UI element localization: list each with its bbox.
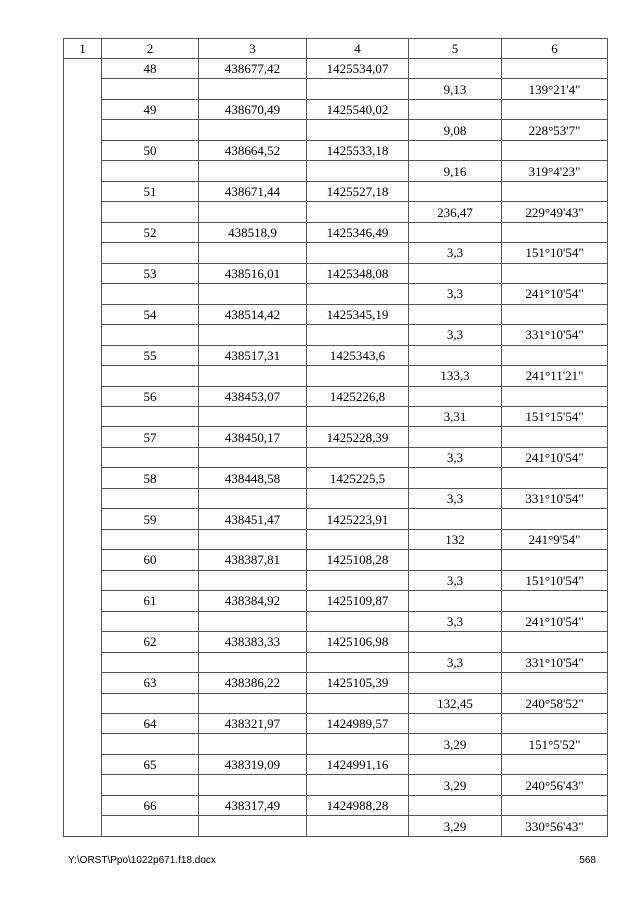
direction-angle-cell [502,99,608,119]
direction-angle-cell [502,427,608,447]
x-coordinate-cell: 438448,58 [199,468,307,488]
point-number-cell [102,816,199,836]
point-number-cell: 52 [102,222,199,242]
table-row [64,202,608,222]
point-number-cell [102,161,199,181]
point-number-cell: 57 [102,427,199,447]
point-number-cell [102,652,199,672]
length-cell: 3,29 [409,816,502,836]
table-row [64,754,608,774]
y-coordinate-cell: 1424991,16 [307,754,409,774]
y-coordinate-cell: 1425540,02 [307,99,409,119]
table-row [64,447,608,467]
point-number-cell [102,406,199,426]
table-row [64,652,608,672]
table-row [64,693,608,713]
x-coordinate-cell [199,120,307,140]
direction-angle-cell [502,386,608,406]
length-cell: 9,16 [409,161,502,181]
direction-angle-cell: 151°5'52" [502,734,608,754]
point-number-cell: 54 [102,304,199,324]
y-coordinate-cell [307,325,409,345]
direction-angle-cell: 229°49'43" [502,202,608,222]
y-coordinate-cell: 1425223,91 [307,509,409,529]
table-row [64,345,608,365]
coordinates-table [63,38,608,837]
x-coordinate-cell [199,652,307,672]
direction-angle-cell: 319°4'23" [502,161,608,181]
y-coordinate-cell: 1425225,5 [307,468,409,488]
direction-angle-cell [502,59,608,79]
length-cell [409,345,502,365]
length-cell [409,591,502,611]
direction-angle-cell [502,140,608,160]
length-cell: 9,13 [409,79,502,99]
header-row [64,39,608,59]
x-coordinate-cell [199,488,307,508]
table-row [64,181,608,201]
table-row [64,550,608,570]
direction-angle-cell: 241°10'54" [502,284,608,304]
x-coordinate-cell: 438670,49 [199,99,307,119]
x-coordinate-cell [199,366,307,386]
y-coordinate-cell: 1424989,57 [307,714,409,734]
x-coordinate-cell [199,325,307,345]
direction-angle-cell: 331°10'54" [502,652,608,672]
direction-angle-cell [502,304,608,324]
point-number-cell: 51 [102,181,199,201]
table-row [64,406,608,426]
x-coordinate-cell: 438317,49 [199,795,307,815]
y-coordinate-cell: 1425533,18 [307,140,409,160]
y-coordinate-cell [307,693,409,713]
point-number-cell: 56 [102,386,199,406]
direction-angle-cell: 139°21'4" [502,79,608,99]
y-coordinate-cell: 1425345,19 [307,304,409,324]
table-row [64,284,608,304]
direction-angle-cell: 330°56'43" [502,816,608,836]
y-coordinate-cell [307,570,409,590]
y-coordinate-cell [307,366,409,386]
x-coordinate-cell: 438383,33 [199,632,307,652]
direction-angle-cell: 151°10'54" [502,570,608,590]
column-header-4: 4 [307,39,409,59]
y-coordinate-cell: 1425534,07 [307,59,409,79]
length-cell [409,181,502,201]
length-cell [409,795,502,815]
point-number-cell: 66 [102,795,199,815]
y-coordinate-cell [307,447,409,467]
x-coordinate-cell [199,529,307,549]
point-number-cell [102,570,199,590]
direction-angle-cell [502,591,608,611]
direction-angle-cell [502,181,608,201]
length-cell: 9,08 [409,120,502,140]
table-row [64,386,608,406]
direction-angle-cell [502,714,608,734]
x-coordinate-cell [199,734,307,754]
y-coordinate-cell [307,529,409,549]
table-row [64,570,608,590]
y-coordinate-cell: 1425106,98 [307,632,409,652]
y-coordinate-cell: 1425346,49 [307,222,409,242]
y-coordinate-cell [307,120,409,140]
table-row [64,591,608,611]
x-coordinate-cell: 438386,22 [199,673,307,693]
table-row [64,304,608,324]
length-cell [409,754,502,774]
column-header-2: 2 [102,39,199,59]
table-row [64,816,608,836]
x-coordinate-cell: 438517,31 [199,345,307,365]
table-row [64,529,608,549]
direction-angle-cell [502,673,608,693]
point-number-cell: 53 [102,263,199,283]
direction-angle-cell [502,345,608,365]
table-row [64,99,608,119]
y-coordinate-cell [307,611,409,631]
y-coordinate-cell: 1425109,87 [307,591,409,611]
point-number-cell [102,243,199,263]
length-cell: 3,3 [409,488,502,508]
y-coordinate-cell [307,79,409,99]
y-coordinate-cell: 1425226,8 [307,386,409,406]
table-row [64,734,608,754]
length-cell [409,632,502,652]
length-cell: 3,3 [409,243,502,263]
length-cell [409,140,502,160]
direction-angle-cell [502,468,608,488]
y-coordinate-cell [307,243,409,263]
y-coordinate-cell [307,734,409,754]
point-number-cell [102,79,199,99]
y-coordinate-cell: 1424988,28 [307,795,409,815]
point-number-cell [102,202,199,222]
y-coordinate-cell: 1425527,18 [307,181,409,201]
column-header-5: 5 [409,39,502,59]
column-header-3: 3 [199,39,307,59]
point-number-cell [102,775,199,795]
table-row [64,140,608,160]
y-coordinate-cell [307,652,409,672]
length-cell [409,427,502,447]
x-coordinate-cell [199,611,307,631]
point-number-cell [102,693,199,713]
x-coordinate-cell: 438384,92 [199,591,307,611]
point-number-cell [102,611,199,631]
y-coordinate-cell: 1425228,39 [307,427,409,447]
table-row [64,243,608,263]
length-cell: 133,3 [409,366,502,386]
x-coordinate-cell [199,202,307,222]
length-cell [409,59,502,79]
x-coordinate-cell [199,447,307,467]
x-coordinate-cell: 438518,9 [199,222,307,242]
length-cell [409,673,502,693]
x-coordinate-cell [199,816,307,836]
x-coordinate-cell [199,693,307,713]
x-coordinate-cell: 438321,97 [199,714,307,734]
table-row [64,468,608,488]
direction-angle-cell: 240°56'43" [502,775,608,795]
table-row [64,325,608,345]
y-coordinate-cell [307,816,409,836]
table-row [64,509,608,529]
table-row [64,366,608,386]
point-number-cell: 55 [102,345,199,365]
table-row [64,222,608,242]
table-row [64,611,608,631]
length-cell: 3,3 [409,652,502,672]
point-number-cell: 65 [102,754,199,774]
x-coordinate-cell: 438514,42 [199,304,307,324]
x-coordinate-cell [199,406,307,426]
y-coordinate-cell: 1425348,08 [307,263,409,283]
length-cell [409,304,502,324]
table-row [64,120,608,140]
point-number-cell: 59 [102,509,199,529]
y-coordinate-cell [307,161,409,181]
table-row [64,161,608,181]
y-coordinate-cell [307,202,409,222]
direction-angle-cell [502,222,608,242]
direction-angle-cell [502,754,608,774]
point-number-cell: 48 [102,59,199,79]
direction-angle-cell: 331°10'54" [502,325,608,345]
direction-angle-cell [502,550,608,570]
direction-angle-cell: 241°10'54" [502,447,608,467]
y-coordinate-cell [307,488,409,508]
length-cell [409,386,502,406]
direction-angle-cell: 331°10'54" [502,488,608,508]
footer-page-number: 568 [579,855,596,866]
point-number-cell [102,529,199,549]
table-row [64,263,608,283]
y-coordinate-cell [307,284,409,304]
length-cell [409,714,502,734]
x-coordinate-cell: 438516,01 [199,263,307,283]
x-coordinate-cell: 438453,07 [199,386,307,406]
length-cell [409,263,502,283]
x-coordinate-cell [199,775,307,795]
x-coordinate-cell: 438450,17 [199,427,307,447]
table-row [64,488,608,508]
length-cell: 3,3 [409,570,502,590]
y-coordinate-cell: 1425343,6 [307,345,409,365]
length-cell: 132 [409,529,502,549]
length-cell: 236,47 [409,202,502,222]
table-body [64,59,608,837]
direction-angle-cell: 151°15'54" [502,406,608,426]
length-cell [409,222,502,242]
direction-angle-cell [502,509,608,529]
length-cell: 132,45 [409,693,502,713]
y-coordinate-cell: 1425108,28 [307,550,409,570]
x-coordinate-cell: 438319,09 [199,754,307,774]
length-cell: 3,3 [409,284,502,304]
direction-angle-cell [502,263,608,283]
length-cell: 3,31 [409,406,502,426]
direction-angle-cell: 241°11'21" [502,366,608,386]
table-row [64,427,608,447]
table-row [64,673,608,693]
length-cell [409,550,502,570]
direction-angle-cell: 240°58'52" [502,693,608,713]
direction-angle-cell: 241°9'54" [502,529,608,549]
x-coordinate-cell [199,284,307,304]
merged-column-1-cell [64,59,102,837]
table-row [64,775,608,795]
column-header-1: 1 [64,39,102,59]
point-number-cell [102,325,199,345]
direction-angle-cell: 241°10'54" [502,611,608,631]
table-row [64,714,608,734]
x-coordinate-cell: 438671,44 [199,181,307,201]
x-coordinate-cell [199,243,307,263]
length-cell [409,509,502,529]
point-number-cell: 62 [102,632,199,652]
length-cell [409,99,502,119]
point-number-cell: 64 [102,714,199,734]
y-coordinate-cell [307,775,409,795]
column-header-6: 6 [502,39,608,59]
x-coordinate-cell: 438451,47 [199,509,307,529]
point-number-cell [102,447,199,467]
point-number-cell [102,284,199,304]
point-number-cell: 61 [102,591,199,611]
table-row [64,79,608,99]
direction-angle-cell [502,632,608,652]
length-cell: 3,3 [409,447,502,467]
x-coordinate-cell [199,570,307,590]
x-coordinate-cell: 438677,42 [199,59,307,79]
direction-angle-cell: 151°10'54" [502,243,608,263]
x-coordinate-cell: 438664,52 [199,140,307,160]
point-number-cell [102,488,199,508]
point-number-cell: 49 [102,99,199,119]
point-number-cell: 58 [102,468,199,488]
x-coordinate-cell [199,79,307,99]
point-number-cell [102,734,199,754]
length-cell: 3,3 [409,611,502,631]
point-number-cell [102,120,199,140]
x-coordinate-cell: 438387,81 [199,550,307,570]
direction-angle-cell: 228°53'7" [502,120,608,140]
length-cell: 3,29 [409,734,502,754]
x-coordinate-cell [199,161,307,181]
direction-angle-cell [502,795,608,815]
y-coordinate-cell [307,406,409,426]
y-coordinate-cell: 1425105,39 [307,673,409,693]
point-number-cell [102,366,199,386]
table-row [64,59,608,79]
point-number-cell: 60 [102,550,199,570]
length-cell: 3,29 [409,775,502,795]
table-row [64,795,608,815]
length-cell: 3,3 [409,325,502,345]
table-row [64,632,608,652]
length-cell [409,468,502,488]
footer-file-path: Y:\ORST\Ppo\1022p671.f18.docx [68,855,216,866]
point-number-cell: 50 [102,140,199,160]
point-number-cell: 63 [102,673,199,693]
